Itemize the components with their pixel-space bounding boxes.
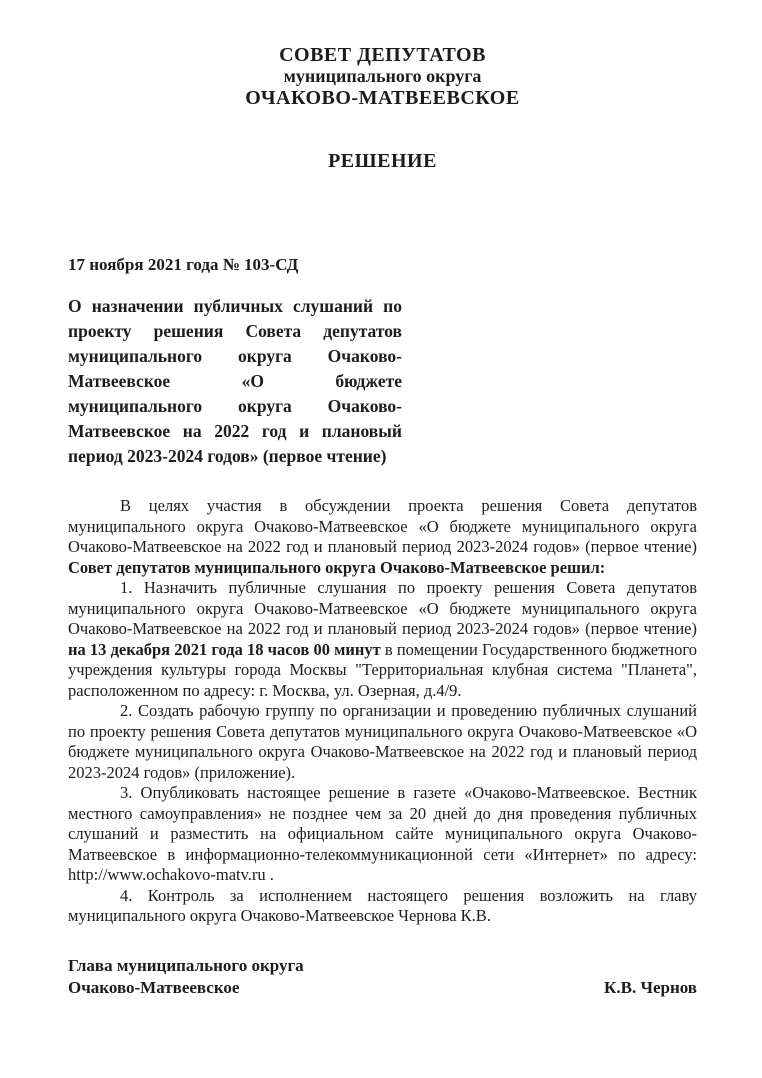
signatory-title-line1: Глава муниципального округа [68,955,304,975]
organization-name-line3: ОЧАКОВО-МАТВЕЕВСКОЕ [245,87,520,109]
document-subject: О назначении публичных слушаний по проекту решения Совета депутатов муниципального округа Очаково-Матвеевское «О бюджете муниципального округа Очаково-Матвеевское на 2022 год и плановый период 2023-2024 годов» (первое чтение) [68,296,402,466]
organization-header [68,44,697,110]
item-3-text: 3. Опубликовать настоящее решение в газете «Очаково-Матвеевское. Вестник местного самоуправления» не позднее чем за 20 дней до дня проведения публичных слушаний и разместить на официальном сайте муниципального округа Очаково-Матвеевское в информационно-телекоммуникационной сети «Интернет» по адресу: http://www.ochakovo-matv.ru . [68,783,697,884]
organization-name-line2: муниципального округа [283,66,482,86]
item-1-bold-datetime: на 13 декабря 2021 года 18 часов 00 минут [68,639,381,659]
item-2-text: 2. Создать рабочую группу по организации и проведению публичных слушаний по проекту решения Совета депутатов муниципального округа Очаково-Матвеевское «О бюджете муниципального округа Очаково-Матвеевское на 2022 год и плановый период 2023-2024 годов» (приложение). [68,701,697,782]
intro-resolution-phrase: Совет депутатов муниципального округа Очаково-Матвеевское решил: [68,557,606,577]
signatory-name: К.В. Чернов [604,977,697,997]
item-1-text-tail: в помещении Государственного бюджетного учреждения культуры города Москвы "Территориальная клубная система "Планета", расположенном по адресу: г. Москва, ул. Озерная, д.4/9. [68,639,697,700]
intro-paragraph [68,496,697,578]
intro-text: В целях участия в обсуждении проекта решения Совета депутатов муниципального округа Очаково-Матвеевское «О бюджете муниципального округа Очаково-Матвеевское на 2022 год и плановый период 2023-2024 годов» (первое чтение) [68,496,697,556]
signatory-title-line2: Очаково-Матвеевское [68,977,240,997]
item-paragraph-3 [68,783,697,886]
item-paragraph-1 [68,578,697,701]
item-1-text: 1. Назначить публичные слушания по проекту решения Совета депутатов муниципального округа Очаково-Матвеевское «О бюджете муниципального округа Очаково-Матвеевское на 2022 год и плановый период 2023-2024 годов» (первое чтение) [68,578,697,638]
item-paragraph-4 [68,886,697,927]
item-paragraph-2 [68,701,697,783]
signature-block [68,955,697,999]
document-type-title: РЕШЕНИЕ [328,150,437,172]
date-and-number-line: 17 ноября 2021 года № 103-СД [68,255,299,274]
item-4-text: 4. Контроль за исполнением настоящего решения возложить на главу муниципального округа Очаково-Матвеевское Чернова К.В. [68,885,697,925]
organization-name-line1: СОВЕТ ДЕПУТАТОВ [279,44,486,66]
document-body [68,496,697,927]
